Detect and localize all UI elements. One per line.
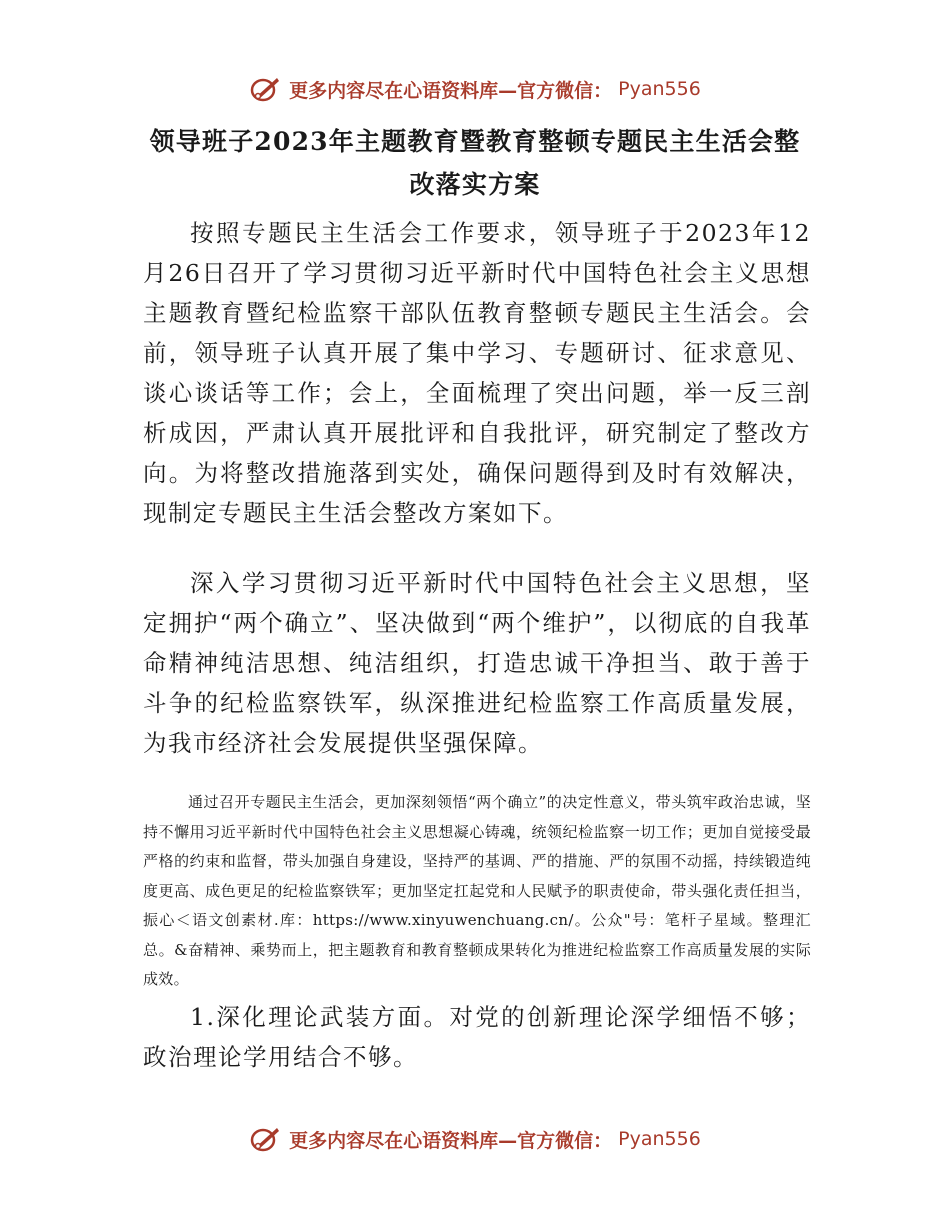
paragraph-goal: 深入学习贯彻习近平新时代中国特色社会主义思想，坚定拥护“两个确立”、坚决做到“两个维护”，以彻底的自我革命精神纯洁思想、纯洁组织，打造忠诚干净担当、敢于善于斗争的纪检监察铁军，纵深推进纪检监察工作高质量发展，为我市经济社会发展提供坚强保障。 bbox=[143, 569, 811, 757]
watermark-footer bbox=[0, 1124, 950, 1154]
watermark-header bbox=[0, 74, 950, 104]
watermark-text: 更多内容尽在心语资料库—官方微信： bbox=[289, 1129, 613, 1152]
paragraph-item-1: 1.深化理论武装方面。对党的创新理论深学细悟不够；政治理论学用结合不够。 bbox=[143, 1003, 811, 1071]
watermark-wechat-id: Pyan556 bbox=[618, 1128, 701, 1150]
quill-logo-icon bbox=[249, 1124, 283, 1154]
quill-logo-icon bbox=[249, 74, 283, 104]
watermark-text: 更多内容尽在心语资料库—官方微信： bbox=[289, 79, 613, 102]
document-title: 领导班子2023年主题教育暨教育整顿专题民主生活会整改落实方案 bbox=[149, 127, 801, 199]
paragraph-intro: 按照专题民主生活会工作要求，领导班子于2023年12月26日召开了学习贯彻习近平新时代中国特色社会主义思想主题教育暨纪检监察干部队伍教育整顿专题民主生活会。会前，领导班子认真开展了集中学习、专题研讨、征求意见、谈心谈话等工作；会上，全面梳理了突出问题，举一反三剖析成因，严肃认真开展批评和自我批评，研究制定了整改方向。为将整改措施落到实处，确保问题得到及时有效解决，现制定专题民主生活会整改方案如下。 bbox=[143, 219, 811, 527]
paragraph-purpose: 通过召开专题民主生活会，更加深刻领悟“两个确立”的决定性意义，带头筑牢政治忠诚，坚持不懈用习近平新时代中国特色社会主义思想凝心铸魂，统领纪检监察一切工作；更加自觉接受最严格的约束和监督，带头加强自身建设，坚持严的基调、严的措施、严的氛围不动摇，持续锻造纯度更高、成色更足的纪检监察铁军；更加坚定扛起党和人民赋予的职责使命，带头强化责任担当，振心＜语文创素材.库：https://www.xinyuwenchuang.cn/。公众"号：笔杆子星域。整理汇总。&奋精神、乘势而上，把主题教育和教育整顿成果转化为推进纪检监察工作高质量发展的实际成效。 bbox=[143, 793, 811, 988]
watermark-wechat-id: Pyan556 bbox=[618, 78, 701, 100]
